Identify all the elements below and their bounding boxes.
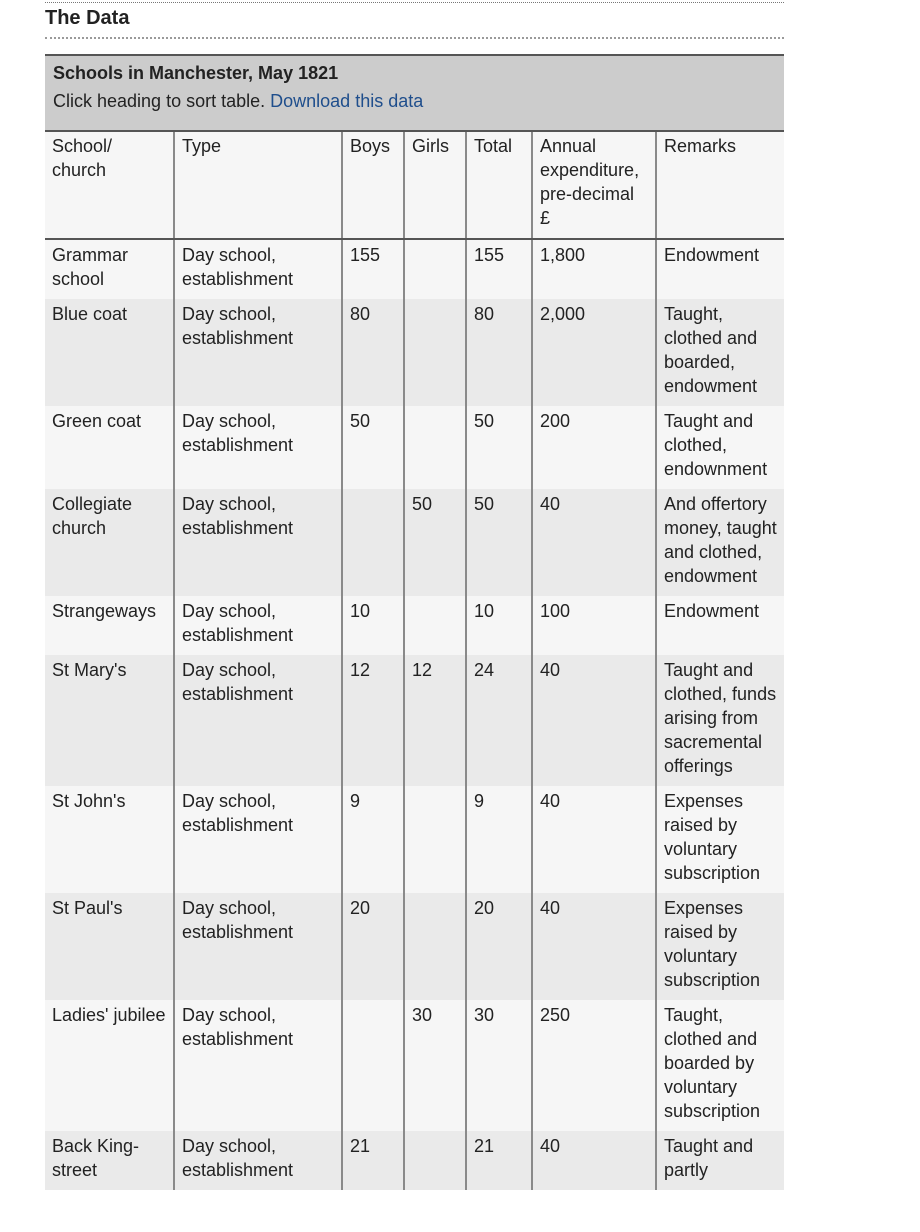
column-header-boys[interactable]: Boys bbox=[342, 132, 404, 239]
cell-girls: 30 bbox=[404, 1000, 466, 1131]
cell-type: Day school, establishment bbox=[174, 406, 342, 489]
cell-remarks: Taught and partly bbox=[656, 1131, 784, 1190]
cell-school: Ladies' jubilee bbox=[45, 1000, 174, 1131]
cell-expenditure: 100 bbox=[532, 596, 656, 655]
cell-total: 21 bbox=[466, 1131, 532, 1190]
column-header-total[interactable]: Total bbox=[466, 132, 532, 239]
cell-expenditure: 2,000 bbox=[532, 299, 656, 406]
table-caption bbox=[45, 54, 784, 132]
cell-remarks: Expenses raised by voluntary subscription bbox=[656, 893, 784, 1000]
cell-expenditure: 1,800 bbox=[532, 239, 656, 299]
table-caption-instructions bbox=[53, 90, 776, 112]
cell-expenditure: 250 bbox=[532, 1000, 656, 1131]
column-header-girls[interactable]: Girls bbox=[404, 132, 466, 239]
cell-total: 20 bbox=[466, 893, 532, 1000]
schools-table bbox=[45, 132, 784, 1190]
cell-total: 30 bbox=[466, 1000, 532, 1131]
table-row bbox=[45, 489, 784, 596]
cell-school: Collegiate church bbox=[45, 489, 174, 596]
cell-type: Day school, establishment bbox=[174, 655, 342, 786]
cell-remarks: Taught and clothed, endownment bbox=[656, 406, 784, 489]
table-caption-title: Schools in Manchester, May 1821 bbox=[53, 63, 339, 83]
table-header-row bbox=[45, 132, 784, 239]
cell-girls bbox=[404, 893, 466, 1000]
cell-girls bbox=[404, 1131, 466, 1190]
cell-boys: 50 bbox=[342, 406, 404, 489]
cell-expenditure: 40 bbox=[532, 893, 656, 1000]
column-header-expenditure[interactable]: Annual expenditure, pre-decimal £ bbox=[532, 132, 656, 239]
data-table-container bbox=[45, 54, 784, 1190]
cell-remarks: Endowment bbox=[656, 596, 784, 655]
cell-type: Day school, establishment bbox=[174, 786, 342, 893]
section-title: The Data bbox=[45, 7, 130, 29]
cell-expenditure: 200 bbox=[532, 406, 656, 489]
table-row bbox=[45, 893, 784, 1000]
cell-girls bbox=[404, 299, 466, 406]
column-header-remarks[interactable]: Remarks bbox=[656, 132, 784, 239]
column-header-type[interactable]: Type bbox=[174, 132, 342, 239]
cell-expenditure: 40 bbox=[532, 786, 656, 893]
cell-total: 80 bbox=[466, 299, 532, 406]
cell-girls bbox=[404, 596, 466, 655]
cell-girls bbox=[404, 406, 466, 489]
cell-remarks: Taught, clothed and boarded, endowment bbox=[656, 299, 784, 406]
table-row bbox=[45, 1000, 784, 1131]
cell-boys: 20 bbox=[342, 893, 404, 1000]
cell-expenditure: 40 bbox=[532, 489, 656, 596]
cell-boys: 155 bbox=[342, 239, 404, 299]
cell-school: St John's bbox=[45, 786, 174, 893]
cell-school: Strangeways bbox=[45, 596, 174, 655]
cell-boys: 80 bbox=[342, 299, 404, 406]
sort-instruction-text: Click heading to sort table. bbox=[53, 91, 266, 111]
cell-school: St Mary's bbox=[45, 655, 174, 786]
cell-school: Grammar school bbox=[45, 239, 174, 299]
cell-remarks: Expenses raised by voluntary subscription bbox=[656, 786, 784, 893]
cell-total: 50 bbox=[466, 406, 532, 489]
cell-type: Day school, establishment bbox=[174, 893, 342, 1000]
cell-total: 24 bbox=[466, 655, 532, 786]
cell-type: Day school, establishment bbox=[174, 299, 342, 406]
cell-boys: 21 bbox=[342, 1131, 404, 1190]
cell-type: Day school, establishment bbox=[174, 489, 342, 596]
table-row bbox=[45, 1131, 784, 1190]
cell-total: 50 bbox=[466, 489, 532, 596]
table-row bbox=[45, 655, 784, 786]
cell-girls: 12 bbox=[404, 655, 466, 786]
table-row bbox=[45, 239, 784, 299]
cell-total: 10 bbox=[466, 596, 532, 655]
cell-school: Back King-street bbox=[45, 1131, 174, 1190]
cell-girls bbox=[404, 786, 466, 893]
cell-boys bbox=[342, 489, 404, 596]
top-divider bbox=[45, 2, 784, 3]
cell-boys: 9 bbox=[342, 786, 404, 893]
cell-boys: 10 bbox=[342, 596, 404, 655]
table-row bbox=[45, 786, 784, 893]
cell-type: Day school, establishment bbox=[174, 1000, 342, 1131]
cell-remarks: Endowment bbox=[656, 239, 784, 299]
cell-expenditure: 40 bbox=[532, 1131, 656, 1190]
column-header-school[interactable]: School/ church bbox=[45, 132, 174, 239]
cell-remarks: Taught, clothed and boarded by voluntary subscription bbox=[656, 1000, 784, 1131]
download-data-link[interactable]: Download this data bbox=[270, 91, 424, 111]
cell-girls bbox=[404, 239, 466, 299]
cell-school: St Paul's bbox=[45, 893, 174, 1000]
title-divider bbox=[45, 37, 784, 39]
cell-school: Blue coat bbox=[45, 299, 174, 406]
cell-type: Day school, establishment bbox=[174, 239, 342, 299]
cell-boys: 12 bbox=[342, 655, 404, 786]
cell-total: 155 bbox=[466, 239, 532, 299]
table-row bbox=[45, 299, 784, 406]
cell-school: Green coat bbox=[45, 406, 174, 489]
cell-boys bbox=[342, 1000, 404, 1131]
table-row bbox=[45, 596, 784, 655]
cell-type: Day school, establishment bbox=[174, 596, 342, 655]
cell-remarks: And offertory money, taught and clothed, endowment bbox=[656, 489, 784, 596]
cell-total: 9 bbox=[466, 786, 532, 893]
cell-remarks: Taught and clothed, funds arising from sacremental offerings bbox=[656, 655, 784, 786]
cell-girls: 50 bbox=[404, 489, 466, 596]
table-row bbox=[45, 406, 784, 489]
cell-type: Day school, establishment bbox=[174, 1131, 342, 1190]
cell-expenditure: 40 bbox=[532, 655, 656, 786]
